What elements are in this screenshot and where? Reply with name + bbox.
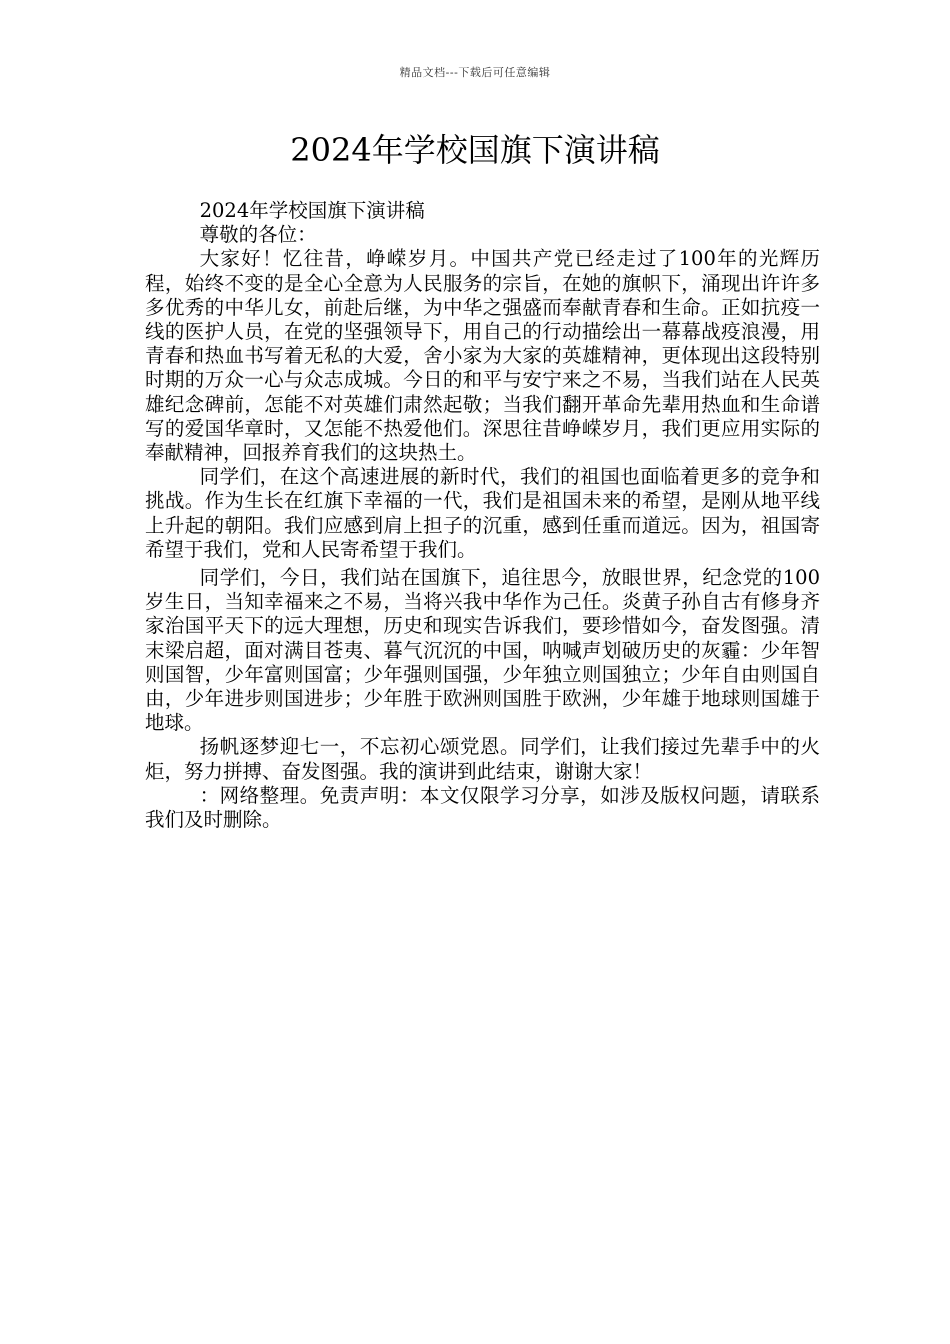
body-paragraph-subtitle: 2024年学校国旗下演讲稿 [199, 199, 425, 222]
body-paragraph-salutation: 尊敬的各位： [199, 223, 317, 247]
body-paragraph: 同学们，在这个高速进展的新时代，我们的祖国也面临着更多的竞争和挑战。作为生长在红旗下幸福的一代，我们是祖国未来的希望，是刚从地平线上升起的朝阳。我们应感到肩上担子的沉重，感到任重而道远。因为，祖国寄希望于我们，党和人民寄希望于我们。 [145, 465, 820, 561]
disclaimer-paragraph: ：网络整理。免责声明：本文仅限学习分享，如涉及版权问题，请联系我们及时删除。 [145, 783, 820, 832]
page-header-note: 精品文档---下载后可任意编辑 [399, 66, 551, 79]
body-paragraph: 大家好！忆往昔，峥嵘岁月。中国共产党已经走过了100年的光辉历程，始终不变的是全心全意为人民服务的宗旨，在她的旗帜下，涌现出许许多多优秀的中华儿女，前赴后继，为中华之强盛而奉献青春和生命。正如抗疫一线的医护人员，在党的坚强领导下，用自己的行动描绘出一幕幕战疫浪漫，用青春和热血书写着无私的大爱，舍小家为大家的英雄精神，更体现出这段特别时期的万众一心与众志成城。今日的和平与安宁来之不易，当我们站在人民英雄纪念碑前，怎能不对英雄们肃然起敬；当我们翻开革命先辈用热血和生命谱写的爱国华章时，又怎能不热爱他们。深思往昔峥嵘岁月，我们更应用实际的奉献精神，回报养育我们的这块热土。 [145, 247, 820, 465]
body-paragraph: 同学们，今日，我们站在国旗下，追往思今，放眼世界，纪念党的100岁生日，当知幸福来之不易，当将兴我中华作为己任。炎黄子孙自古有修身齐家治国平天下的远大理想，历史和现实告诉我们，要珍惜如今，奋发图强。清末梁启超，面对满目苍夷、暮气沉沉的中国，呐喊声划破历史的灰霾：少年智则国智，少年富则国富；少年强则国强，少年独立则国独立；少年自由则国自由，少年进步则国进步；少年胜于欧洲则国胜于欧洲，少年雄于地球则国雄于地球。 [145, 566, 820, 735]
document-title: 2024年学校国旗下演讲稿 [290, 131, 660, 169]
body-paragraph: 扬帆逐梦迎七一，不忘初心颂党恩。同学们，让我们接过先辈手中的火炬，努力拼搏、奋发图强。我的演讲到此结束，谢谢大家！ [145, 735, 820, 783]
document-body [145, 199, 820, 832]
